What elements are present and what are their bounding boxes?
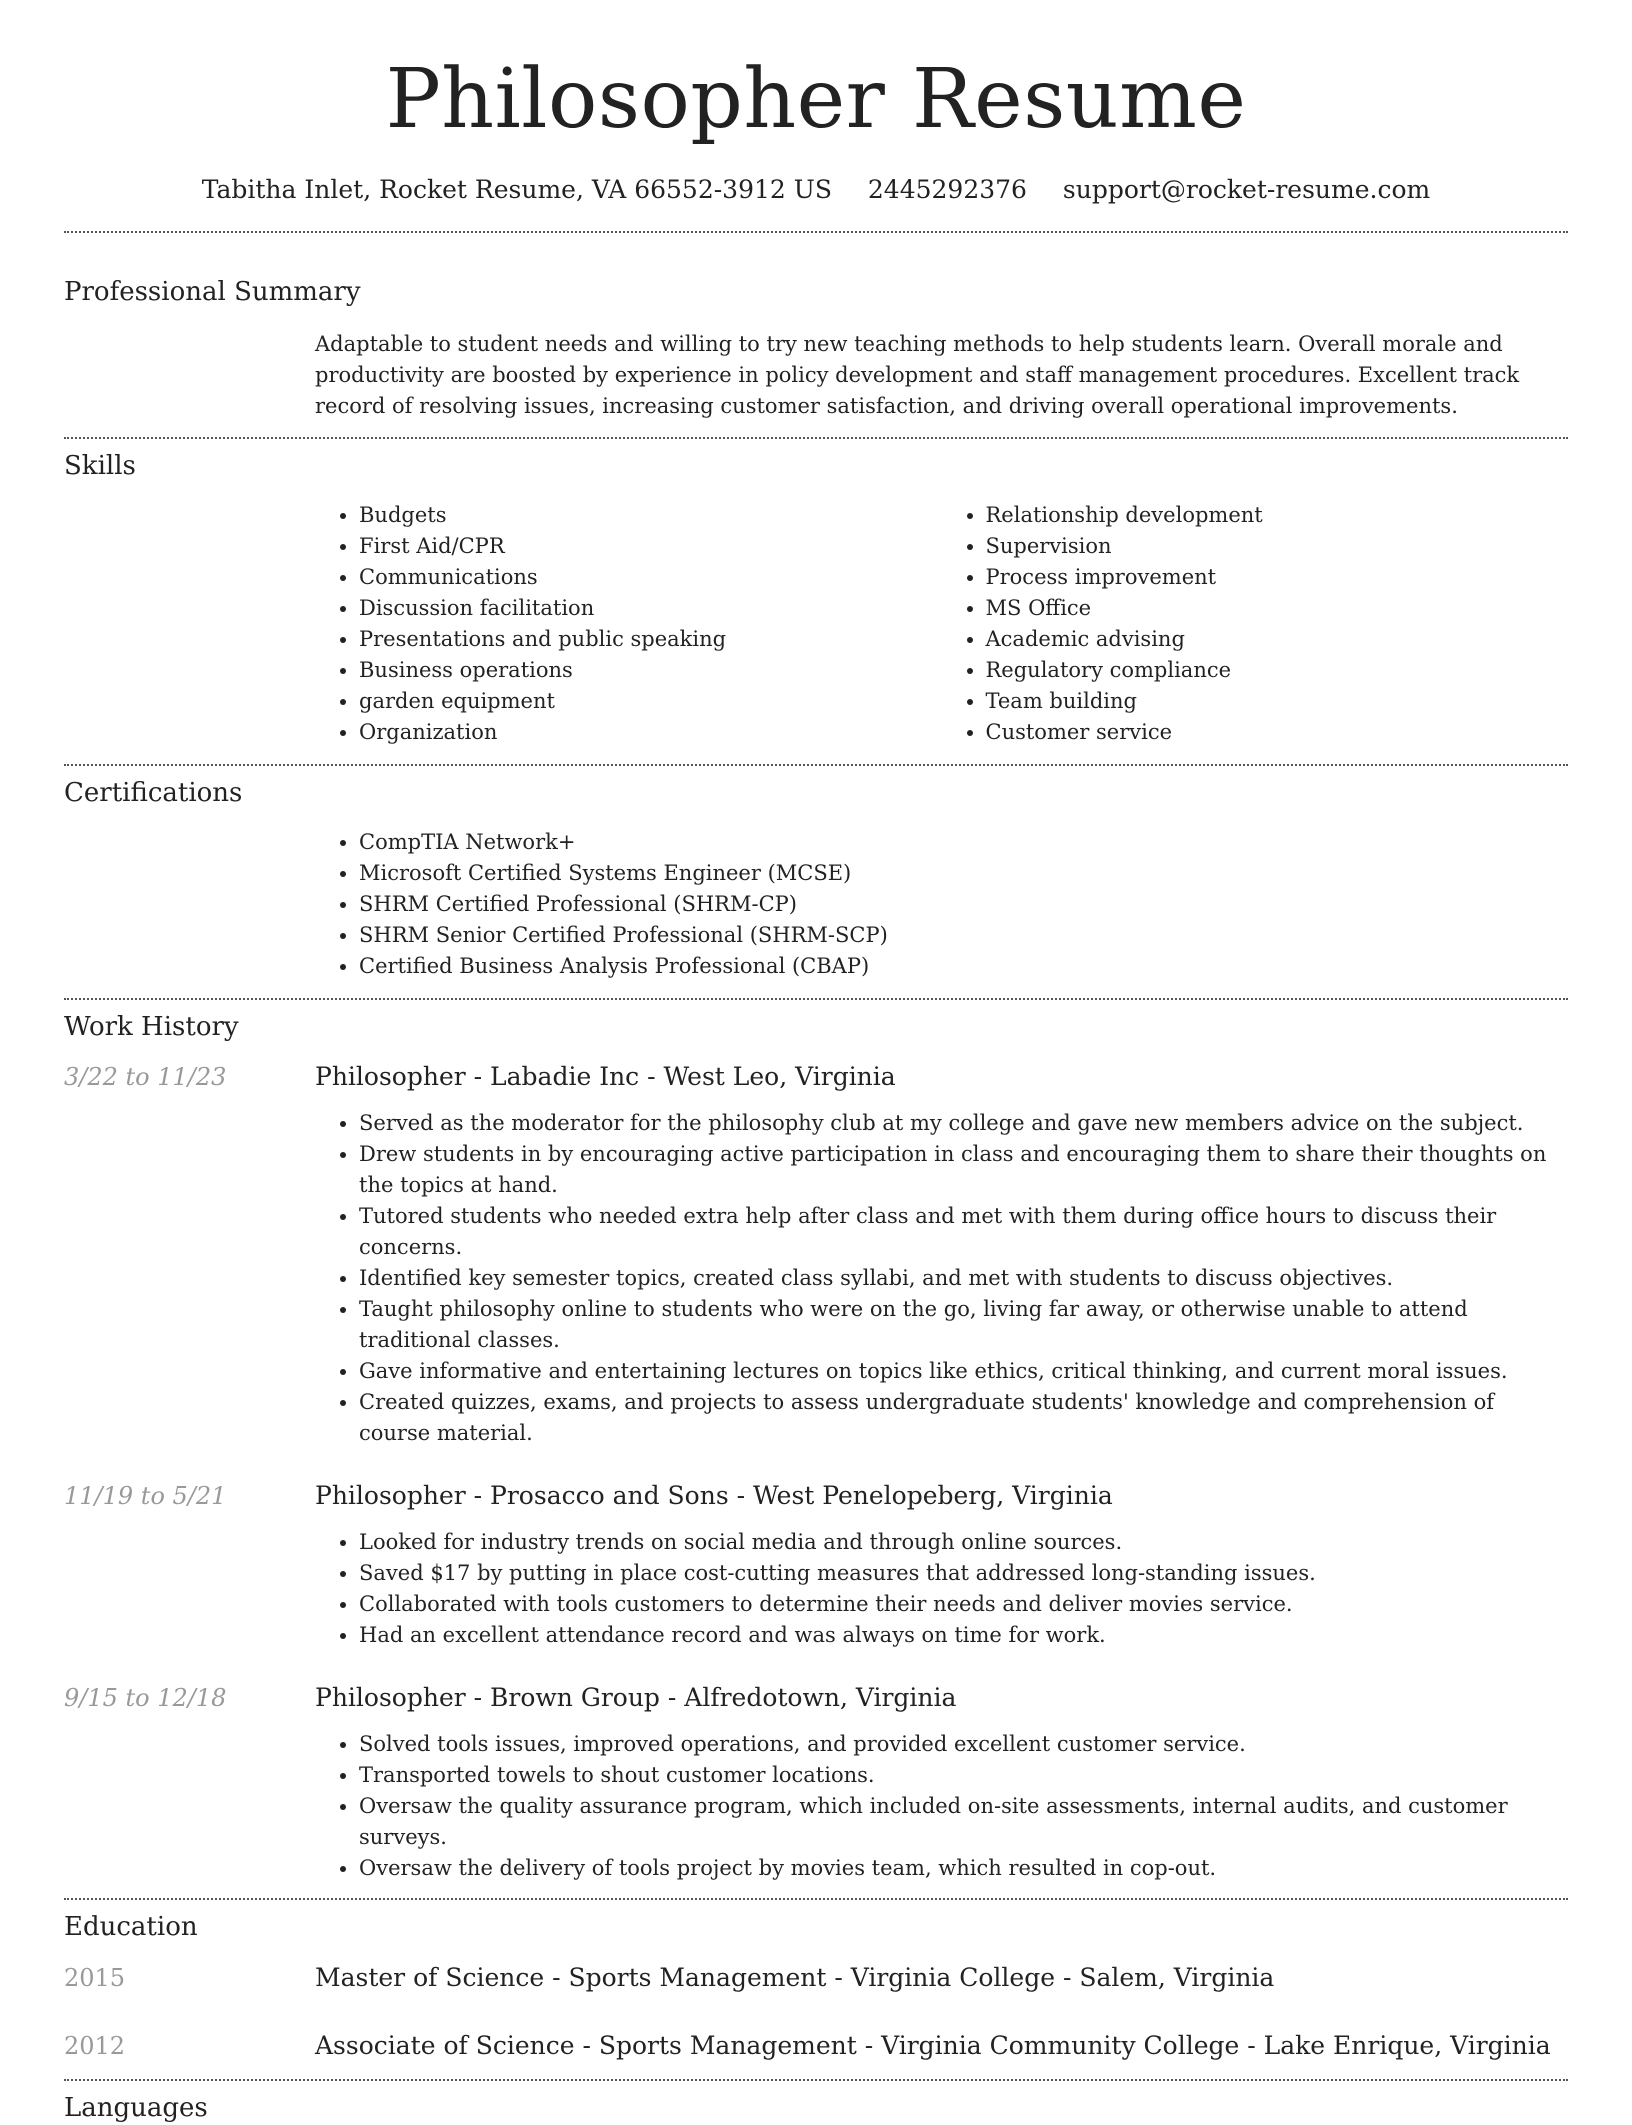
job-bullet: • Created quizzes, exams, and projects to assess undergraduate students' knowledge and comprehension of course material. (359, 1387, 1568, 1449)
divider (64, 437, 1568, 439)
skill-item: • Communications (359, 562, 942, 593)
skill-item: • Discussion facilitation (359, 593, 942, 624)
skill-item: • Organization (359, 717, 942, 748)
certification-item: • SHRM Certified Professional (SHRM-CP) (359, 889, 1568, 920)
job-body (315, 1479, 1568, 1651)
skill-item: • MS Office (986, 593, 1569, 624)
job-dates: 11/19 to 5/21 (64, 1482, 227, 1510)
certifications-list (315, 827, 1568, 982)
job-entry (0, 1479, 1632, 1651)
job-title: Philosopher - Brown Group - Alfredotown, Virginia (315, 1683, 957, 1712)
education-entry (0, 1961, 1632, 1995)
job-bullet: • Had an excellent attendance record and was always on time for work. (359, 1620, 1568, 1651)
summary-heading: Professional Summary (64, 277, 361, 307)
contact-phone: 2445292376 (867, 175, 1027, 204)
education-entry (0, 2029, 1632, 2063)
job-bullets (315, 1527, 1568, 1651)
job-bullets (315, 1729, 1568, 1884)
skills-list-left (315, 500, 942, 748)
skill-item: • Customer service (986, 717, 1569, 748)
job-bullet: • Identified key semester topics, created class syllabi, and met with students to discuss objectives. (359, 1263, 1568, 1294)
skill-item: • Presentations and public speaking (359, 624, 942, 655)
divider (64, 1898, 1568, 1900)
job-bullet: • Drew students in by encouraging active participation in class and encouraging them to share their thoughts on the topics at hand. (359, 1139, 1568, 1201)
skill-item: • Team building (986, 686, 1569, 717)
contact-email: support@rocket-resume.com (1062, 175, 1431, 204)
skill-item: • Budgets (359, 500, 942, 531)
job-entry (0, 1681, 1632, 1884)
divider (64, 764, 1568, 766)
education-body (315, 1961, 1568, 1995)
job-body (315, 1681, 1568, 1884)
skills-list-right (942, 500, 1569, 748)
job-title: Philosopher - Labadie Inc - West Leo, Virginia (315, 1062, 896, 1091)
education-year: 2012 (64, 2032, 126, 2060)
skill-item: • Regulatory compliance (986, 655, 1569, 686)
skill-item: • First Aid/CPR (359, 531, 942, 562)
divider (64, 2079, 1568, 2081)
certifications-block (315, 827, 1568, 982)
work-heading: Work History (64, 1012, 239, 1042)
certification-item: • Microsoft Certified Systems Engineer (MCSE) (359, 858, 1568, 889)
education-degree: Associate of Science - Sports Management - Virginia Community College - Lake Enrique, Virginia (315, 2031, 1551, 2060)
certifications-heading: Certifications (64, 778, 243, 808)
skill-item: • Supervision (986, 531, 1569, 562)
summary-text: Adaptable to student needs and willing to try new teaching methods to help students learn. Overall morale and productivity are boosted by experience in policy development and staff management procedures. Excellent track record of resolving issues, increasing customer satisfaction, and driving overall operational improvements. (315, 332, 1520, 418)
job-bullet: • Taught philosophy online to students who were on the go, living far away, or otherwise unable to attend traditional classes. (359, 1294, 1568, 1356)
job-bullets (315, 1108, 1568, 1449)
job-dates: 3/22 to 11/23 (64, 1063, 227, 1091)
skill-item: • Process improvement (986, 562, 1569, 593)
job-bullet: • Looked for industry trends on social media and through online sources. (359, 1527, 1568, 1558)
skill-item: • Business operations (359, 655, 942, 686)
job-title: Philosopher - Prosacco and Sons - West Penelopeberg, Virginia (315, 1481, 1113, 1510)
education-body (315, 2029, 1568, 2063)
job-entry (0, 1060, 1632, 1449)
job-dates: 9/15 to 12/18 (64, 1684, 227, 1712)
skill-item: • garden equipment (359, 686, 942, 717)
job-bullet: • Saved $17 by putting in place cost-cutting measures that addressed long-standing issues. (359, 1558, 1568, 1589)
skills-grid (315, 500, 1568, 748)
skills-heading: Skills (64, 451, 136, 481)
certification-item: • CompTIA Network+ (359, 827, 1568, 858)
certification-item: • Certified Business Analysis Professional (CBAP) (359, 951, 1568, 982)
job-bullet: • Collaborated with tools customers to determine their needs and deliver movies service. (359, 1589, 1568, 1620)
skill-item: • Relationship development (986, 500, 1569, 531)
languages-heading: Languages (64, 2093, 208, 2123)
job-bullet: • Oversaw the delivery of tools project by movies team, which resulted in cop-out. (359, 1853, 1568, 1884)
job-bullet: • Transported towels to shout customer locations. (359, 1760, 1568, 1791)
job-bullet: • Served as the moderator for the philosophy club at my college and gave new members advice on the subject. (359, 1108, 1568, 1139)
job-bullet: • Solved tools issues, improved operations, and provided excellent customer service. (359, 1729, 1568, 1760)
job-bullet: • Gave informative and entertaining lectures on topics like ethics, critical thinking, and current moral issues. (359, 1356, 1568, 1387)
education-heading: Education (64, 1912, 198, 1942)
education-year: 2015 (64, 1964, 126, 1992)
resume-title: Philosopher Resume (385, 52, 1247, 147)
divider (64, 231, 1568, 233)
job-body (315, 1060, 1568, 1449)
skill-item: • Academic advising (986, 624, 1569, 655)
contact-address: Tabitha Inlet, Rocket Resume, VA 66552-3912 US (201, 175, 832, 204)
divider (64, 998, 1568, 1000)
certification-item: • SHRM Senior Certified Professional (SHRM-SCP) (359, 920, 1568, 951)
education-degree: Master of Science - Sports Management - Virginia College - Salem, Virginia (315, 1963, 1275, 1992)
job-bullet: • Oversaw the quality assurance program, which included on-site assessments, internal audits, and customer surveys. (359, 1791, 1568, 1853)
contact-line (0, 174, 1632, 206)
job-bullet: • Tutored students who needed extra help after class and met with them during office hours to discuss their concerns. (359, 1201, 1568, 1263)
